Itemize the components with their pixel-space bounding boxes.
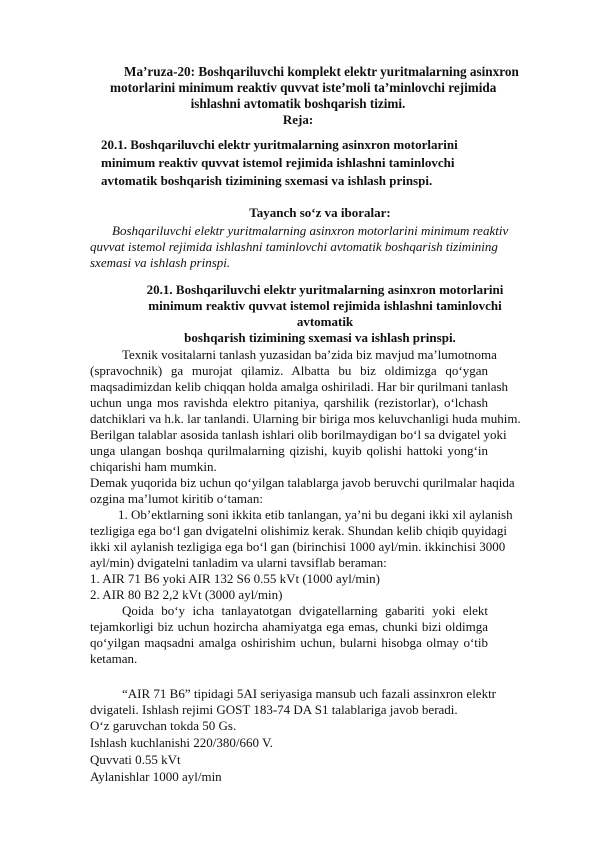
plan-label: Reja:: [282, 112, 314, 127]
body-line-1: Texnik vositalarni tanlash yuzasidan ba’zida biz mavjud ma’lumotnoma: [122, 347, 497, 362]
body-line-11: 1. Ob’ektlarning soni ikkita etib tanlangan, ya’ni bu degani ikki xil aylanish: [118, 507, 513, 522]
body-line-24: Ishlash kuchlanishi 220/380/660 V.: [90, 735, 273, 750]
body-line-17: Qoida bo‘y icha tanlayatotgan dvigatellarning gabariti yoki elekt: [122, 603, 488, 618]
body-line-3: maqsadimizdan kelib chiqqan holda amalga oshiriladi. Har bir qurilmani tanlash: [90, 379, 509, 394]
body-line-14: ayl/min) dvigatelni tanladim va ularni tavsiflab beraman:: [90, 555, 387, 570]
keywords-line-3: sxemasi va ishlash prinspi.: [90, 255, 231, 270]
body-line-5: datchiklari va h.k. lar tanlandi. Ularning bir biriga mos keluvchanligi huda muhim.: [90, 411, 521, 426]
keywords-heading: Tayanch so‘z va iboralar:: [249, 205, 391, 220]
plan-item-line-1: 20.1. Boshqariluvchi elektr yuritmalarning asinxron motorlarini: [101, 137, 458, 152]
lecture-title-line-3: ishlashni avtomatik boshqarish tizimi.: [190, 96, 406, 111]
body-line-25: Quvvati 0.55 kVt: [90, 752, 181, 767]
keywords-line-1: Boshqariluvchi elektr yuritmalarning asinxron motorlarini minimum reaktiv: [112, 223, 509, 238]
body-line-13: ikki xil aylanish tezligiga ega bo‘l gan (birinchisi 1000 ayl/min. ikkinchisi 3000: [90, 539, 506, 554]
keywords-line-2: quvvat istemol rejimida ishlashni taminlovchi avtomatik boshqarish tizimining: [90, 239, 498, 254]
body-line-15: 1. AIR 71 B6 yoki AIR 132 S6 0.55 kVt (1000 ayl/min): [90, 571, 380, 586]
body-line-6: Berilgan talablar asosida tanlash ishlari olib borilmaydigan bo‘l sa dvigatel yoki: [90, 427, 507, 442]
body-line-12: tezligiga ega bo‘l gan dvigatelni olishimiz kerak. Shundan kelib chiqib quyidagi: [90, 523, 507, 538]
body-line-21: “AIR 71 B6” tipidagi 5AI seriyasiga mansub uch fazali assinxron elektr: [122, 686, 497, 701]
lecture-title-line-1: Ma’ruza-20: Boshqariluvchi komplekt elektr yuritmalarning asinxron: [124, 64, 519, 79]
section-heading-line-1: 20.1. Boshqariluvchi elektr yuritmalarning asinxron motorlarini: [146, 282, 504, 297]
body-line-2: (spravochnik) ga murojat qilamiz. Albatta bu biz oldimizga qo‘ygan: [90, 363, 488, 378]
plan-item-line-3: avtomatik boshqarish tizimining sxemasi va ishlash prinspi.: [101, 173, 433, 188]
body-line-7: unga ulangan boshqa qurilmalarning qizishi, kuyib qolishi hattoki yong‘in: [90, 443, 488, 458]
lecture-title-line-2: motorlarini minimum reaktiv quvvat iste’moli ta’minlovchi rejimida: [110, 80, 497, 95]
body-line-9: Demak yuqorida biz uchun qo‘yilgan talablarga javob beruvchi qurilmalar haqida: [90, 475, 515, 490]
plan-item-line-2: minimum reaktiv quvvat istemol rejimida ishlashni taminlovchi: [101, 155, 455, 170]
body-line-23: O‘z garuvchan tokda 50 Gs.: [90, 718, 237, 733]
body-line-10: ozgina ma’lumot kiritib o‘taman:: [90, 491, 263, 506]
body-line-26: Aylanishlar 1000 ayl/min: [90, 769, 222, 784]
section-heading-line-4: boshqarish tizimining sxemasi va ishlash prinspi.: [184, 330, 456, 345]
body-line-22: dvigateli. Ishlash rejimi GOST 183-74 DA S1 talablariga javob beradi.: [90, 702, 458, 717]
body-line-8: chiqarishi ham mumkin.: [90, 459, 217, 474]
body-line-20: ketaman.: [90, 651, 138, 666]
section-heading-line-2: minimum reaktiv quvvat istemol rejimida ishlashni taminlovchi: [148, 298, 502, 313]
body-line-19: qo‘yilgan maqsadni amalga oshirishim uchun, bularni hisobga olmay o‘tib: [90, 635, 488, 650]
body-line-16: 2. AIR 80 B2 2,2 kVt (3000 ayl/min): [90, 587, 283, 602]
body-line-18: tejamkorligi biz uchun hozircha ahamiyatga ega emas, chunki bizi oldimga: [90, 619, 488, 634]
section-heading-line-3: avtomatik: [296, 314, 354, 329]
body-line-4: uchun unga mos ravishda elektro pitaniya, qarshilik (rezistorlar), o‘lchash: [90, 395, 488, 410]
